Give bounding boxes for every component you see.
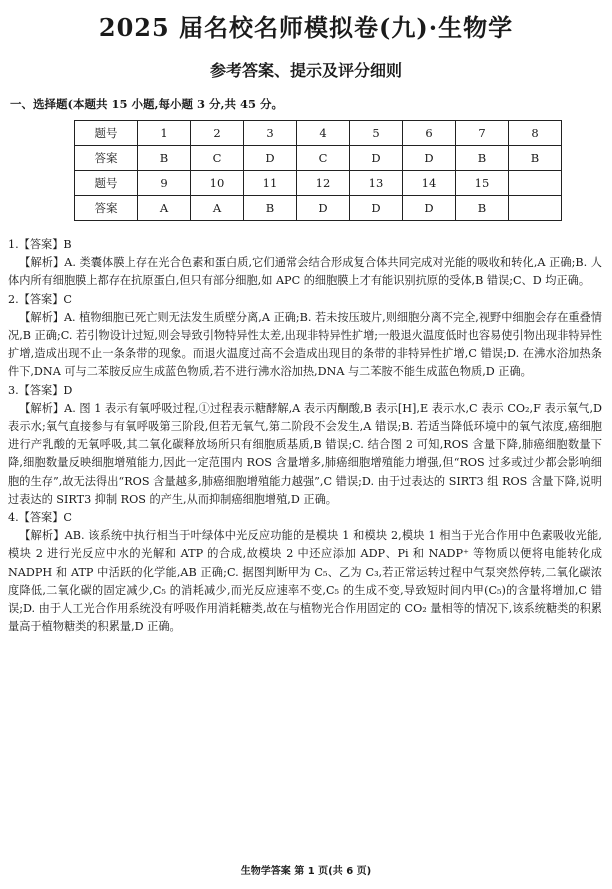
table-cell: B — [509, 146, 562, 171]
table-cell: A — [191, 196, 244, 221]
table-cell: B — [456, 146, 509, 171]
table-cell: 11 — [244, 171, 297, 196]
table-cell: 12 — [297, 171, 350, 196]
table-cell: 14 — [403, 171, 456, 196]
table-cell-header: 题号 — [75, 121, 138, 146]
table-cell: 1 — [138, 121, 191, 146]
table-cell: 5 — [350, 121, 403, 146]
page-title: 2025 届名校名师模拟卷(九)·生物学 — [98, 13, 514, 42]
table-cell: D — [350, 146, 403, 171]
answer-table — [74, 120, 562, 221]
table-cell-header: 答案 — [75, 196, 138, 221]
table-cell: D — [403, 146, 456, 171]
answers-content — [8, 236, 602, 636]
table-cell: D — [244, 146, 297, 171]
table-cell: 8 — [509, 121, 562, 146]
question-4-analysis: 【解析】AB. 该系统中执行相当于叶绿体中光反应功能的是模块 1 和模块 2,模块 1 相当于光合作用中色素吸收光能,模块 2 进行光反应中水的光解和 ATP 的合成,故模块 2 中还应添加 ADP、Pi 和 NADP⁺ 等物质以便将电能转化成 NADPH 和 ATP 中活跃的化学能,AB 正确;C. 据图判断甲为 C₅、乙为 C₃,若正常运转过程中气泵突然停转,二氧化碳浓度降低,二氧化碳的固定减少,C₅ 的消耗减少,而光反应速率不变,C₅ 的生成不变,导致短时间内甲(C₅)的含量将增加,C 错误;D. 由于人工光合作用系统没有呼吸作用消耗糖类,故在与植物光合作用固定的 CO₂ 量相等的情况下,该系统糖类的积累量高于植物糖类的积累量,D 正确。 — [8, 529, 602, 634]
table-cell: 9 — [138, 171, 191, 196]
page-subtitle: 参考答案、提示及评分细则 — [209, 61, 402, 80]
table-cell: 13 — [350, 171, 403, 196]
table-cell: D — [350, 196, 403, 221]
section-title: 一、选择题(本题共 15 小题,每小题 3 分,共 45 分。 — [10, 97, 283, 111]
question-1-analysis: 【解析】A. 类囊体膜上存在光合色素和蛋白质,它们通常会结合形成复合体共同完成对光能的吸收和转化,A 正确;B. 人体内所有细胞膜上都存在抗原蛋白,但只有部分细胞,如 APC 的细胞膜上才有能识别抗原的受体,B 错误;C、D 均正确。 — [8, 256, 602, 288]
question-3-analysis: 【解析】A. 图 1 表示有氧呼吸过程,①过程表示糖酵解,A 表示丙酮酸,B 表示[H],E 表示水,C 表示 CO₂,F 表示氧气,D 表示水;氧气直接参与有氧呼吸第三阶段,但若无氧气,第二阶段不会发生,A 错误;B. 若适当降低环境中的氧气浓度,癌细胞进行产乳酸的无氧呼吸,其二氧化碳释放场所只有细胞质基质,B 错误;C. 结合图 2 可知,ROS 含量下降,肺癌细胞数量下降,细胞数量反映细胞增殖能力,因此一定范围内 ROS 含量增多,肺癌细胞增殖能力增强,但“ROS 过多或过少都会影响细胞的生存”,故无法得出“ROS 含量越多,肺癌细胞增殖能力越强”,C 错误;D. 由于过表达的 SIRT3 组 ROS 含量下降,说明过表达的 SIRT3 抑制 ROS 的产生,从而抑制癌细胞增殖,D 正确。 — [8, 401, 602, 506]
table-cell: D — [403, 196, 456, 221]
table-row — [75, 196, 562, 221]
table-cell: 7 — [456, 121, 509, 146]
table-cell: C — [297, 146, 350, 171]
table-cell: 6 — [403, 121, 456, 146]
table-cell-header: 题号 — [75, 171, 138, 196]
question-2-answer: 2.【答案】C — [8, 292, 72, 306]
question-1-answer: 1.【答案】B — [8, 238, 72, 251]
table-cell-header: 答案 — [75, 146, 138, 171]
page-footer: 生物学答案 第 1 页(共 6 页) — [240, 866, 372, 877]
table-row — [75, 146, 562, 171]
table-cell: 3 — [244, 121, 297, 146]
question-4-answer: 4.【答案】C — [8, 511, 72, 525]
table-cell: B — [244, 196, 297, 221]
table-cell: B — [138, 146, 191, 171]
question-3-answer: 3.【答案】D — [8, 383, 73, 397]
table-cell: 10 — [191, 171, 244, 196]
table-cell: 15 — [456, 171, 509, 196]
table-cell: B — [456, 196, 509, 221]
table-cell: A — [138, 196, 191, 221]
table-cell: 2 — [191, 121, 244, 146]
table-cell: D — [297, 196, 350, 221]
table-cell — [509, 196, 562, 221]
table-cell: 4 — [297, 121, 350, 146]
table-cell: C — [191, 146, 244, 171]
table-cell — [509, 171, 562, 196]
table-row — [75, 171, 562, 196]
question-2-analysis: 【解析】A. 植物细胞已死亡则无法发生质壁分离,A 正确;B. 若未按压玻片,则细胞分离不完全,视野中细胞会存在重叠情况,B 正确;C. 若引物设计过短,则会导致引物特异性太差,出现非特异性扩增;一般退火温度低时也容易使引物出现非特异性扩增,造成出现不止一条条带的现象。而退火温度过高不会造成出现目的条带的非特异性扩增,C 错误;D. 在沸水浴加热条件下,DNA 可与二苯胺反应生成蓝色物质,若不进行沸水浴加热,DNA 与二苯胺不能生成蓝色物质,D 正确。 — [8, 310, 602, 379]
table-row — [75, 121, 562, 146]
